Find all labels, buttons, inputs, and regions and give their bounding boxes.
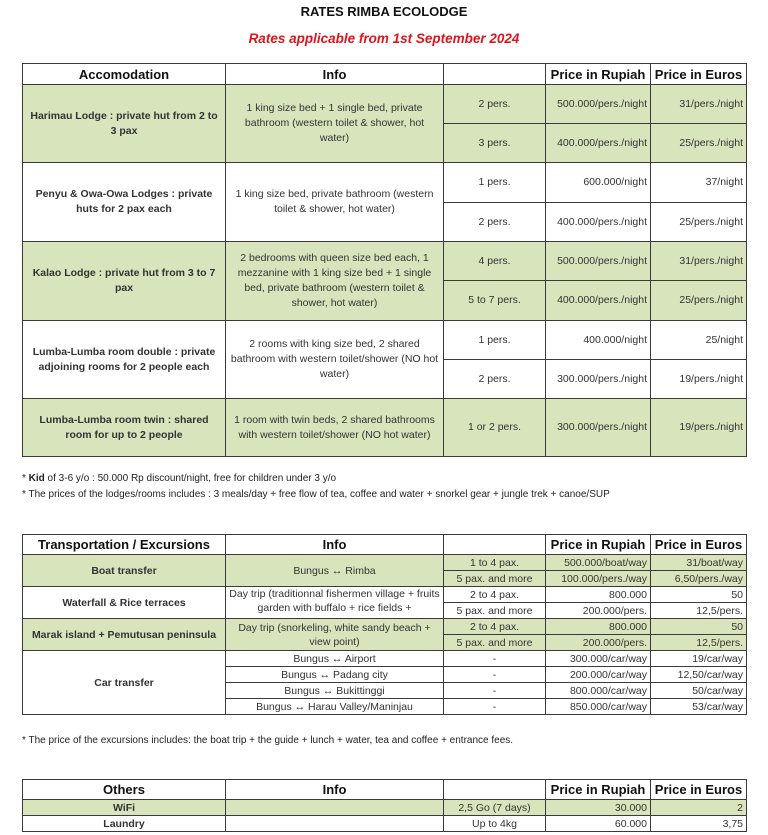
price-rupiah: 300.000/pers./night: [546, 360, 651, 399]
accommodation-notes: [22, 471, 610, 503]
table-row: [23, 321, 747, 360]
pax-cell: 5 to 7 pers.: [444, 281, 546, 321]
route-info: Bungus ↔ Airport: [226, 651, 444, 667]
price-rupiah: 500.000/pers./night: [546, 242, 651, 281]
price-euros: 31/pers./night: [651, 242, 747, 281]
price-rupiah: 800.000: [546, 587, 651, 603]
pax-cell: 2 pers.: [444, 203, 546, 242]
price-euros: 19/car/way: [651, 651, 747, 667]
price-euros: 50/car/way: [651, 683, 747, 699]
item-name: WiFi: [23, 800, 226, 816]
column-header: Price in Euros: [651, 535, 747, 555]
accommodation-name: Penyu & Owa-Owa Lodges : private huts for 2 pax each: [23, 163, 226, 242]
column-header: [444, 535, 546, 555]
pax-cell: 5 pax. and more: [444, 603, 546, 619]
pax-cell: -: [444, 699, 546, 715]
table-row: [23, 816, 747, 832]
pax-cell: -: [444, 667, 546, 683]
price-rupiah: 400.000/pers./night: [546, 203, 651, 242]
pax-cell: 2 to 4 pax.: [444, 587, 546, 603]
table-header-row: [23, 64, 747, 85]
price-euros: 19/pers./night: [651, 399, 747, 457]
item-info: [226, 800, 444, 816]
accommodation-name: Lumba-Lumba room double : private adjoining rooms for 2 people each: [23, 321, 226, 399]
price-rupiah: 200.000/pers.: [546, 603, 651, 619]
excursion-info: Bungus ↔ Rimba: [226, 555, 444, 587]
price-rupiah: 200.000/pers.: [546, 635, 651, 651]
price-rupiah: 300.000/pers./night: [546, 399, 651, 457]
route-info: Bungus ↔ Harau Valley/Maninjau: [226, 699, 444, 715]
accommodation-name: Lumba-Lumba room twin : shared room for up to 2 people: [23, 399, 226, 457]
column-header: Info: [226, 535, 444, 555]
table-row: [23, 800, 747, 816]
transportation-table: [22, 534, 747, 715]
price-euros: 25/pers./night: [651, 281, 747, 321]
column-header: Price in Rupiah: [546, 780, 651, 800]
item-name: Laundry: [23, 816, 226, 832]
price-rupiah: 30.000: [546, 800, 651, 816]
accommodation-info: 1 king size bed, private bathroom (western toilet & shower, hot water): [226, 163, 444, 242]
price-euros: 2: [651, 800, 747, 816]
pax-cell: 1 or 2 pers.: [444, 399, 546, 457]
column-header: Price in Rupiah: [546, 64, 651, 85]
table-row: [23, 399, 747, 457]
table-header-row: [23, 535, 747, 555]
column-header: [444, 780, 546, 800]
price-rupiah: 400.000/pers./night: [546, 281, 651, 321]
price-rupiah: 800.000/car/way: [546, 683, 651, 699]
price-euros: 53/car/way: [651, 699, 747, 715]
price-euros: 19/pers./night: [651, 360, 747, 399]
price-euros: 12,5/pers.: [651, 635, 747, 651]
price-rupiah: 200.000/car/way: [546, 667, 651, 683]
pax-cell: 1 pers.: [444, 321, 546, 360]
route-info: Bungus ↔ Padang city: [226, 667, 444, 683]
column-header: Others: [23, 780, 226, 800]
accommodation-name: Harimau Lodge : private hut from 2 to 3 pax: [23, 85, 226, 163]
table-row: [23, 242, 747, 281]
accommodation-info: 1 king size bed + 1 single bed, private bathroom (western toilet & shower, hot water): [226, 85, 444, 163]
item-info: [226, 816, 444, 832]
accommodation-info: 2 bedrooms with queen size bed each, 1 mezzanine with 1 king size bed + 1 single bed, private bathroom (western toilet & shower, hot water): [226, 242, 444, 321]
price-rupiah: 400.000/pers./night: [546, 124, 651, 163]
price-euros: 6,50/pers./way: [651, 571, 747, 587]
table-row: [23, 555, 747, 571]
price-euros: 12,50/car/way: [651, 667, 747, 683]
table-header-row: [23, 780, 747, 800]
accommodation-info: 2 rooms with king size bed, 2 shared bathroom with western toilet/shower (NO hot water): [226, 321, 444, 399]
table-row: [23, 651, 747, 667]
accommodation-info: 1 room with twin beds, 2 shared bathrooms with western toilet/shower (NO hot water): [226, 399, 444, 457]
accommodation-table: [22, 63, 747, 457]
price-euros: 25/pers./night: [651, 124, 747, 163]
price-euros: 25/pers./night: [651, 203, 747, 242]
price-euros: 50: [651, 619, 747, 635]
pax-cell: 4 pers.: [444, 242, 546, 281]
excursion-info: Day trip (snorkeling, white sandy beach + view point): [226, 619, 444, 651]
column-header: Accomodation: [23, 64, 226, 85]
pax-cell: 5 pax. and more: [444, 635, 546, 651]
price-rupiah: 600.000/night: [546, 163, 651, 203]
column-header: Price in Euros: [651, 64, 747, 85]
excursion-name: Car transfer: [23, 651, 226, 715]
price-rupiah: 500.000/boat/way: [546, 555, 651, 571]
pax-cell: 1 to 4 pax.: [444, 555, 546, 571]
price-rupiah: 850.000/car/way: [546, 699, 651, 715]
page-subtitle: Rates applicable from 1st September 2024: [248, 31, 520, 46]
price-rupiah: 800.000: [546, 619, 651, 635]
excursion-note: * The price of the excursions includes: the boat trip + the guide + lunch + water, tea and coffee + entrance fees.: [22, 735, 514, 746]
table-row: [23, 587, 747, 603]
pax-cell: -: [444, 651, 546, 667]
column-header: Price in Euros: [651, 780, 747, 800]
item-detail: Up to 4kg: [444, 816, 546, 832]
price-euros: 50: [651, 587, 747, 603]
pax-cell: 3 pers.: [444, 124, 546, 163]
accommodation-name: Kalao Lodge : private hut from 3 to 7 pax: [23, 242, 226, 321]
pax-cell: 2 pers.: [444, 360, 546, 399]
price-rupiah: 500.000/pers./night: [546, 85, 651, 124]
others-table: [22, 779, 747, 832]
pax-cell: 1 pers.: [444, 163, 546, 203]
item-detail: 2,5 Go (7 days): [444, 800, 546, 816]
column-header: Price in Rupiah: [546, 535, 651, 555]
route-info: Bungus ↔ Bukittinggi: [226, 683, 444, 699]
pax-cell: 5 pax. and more: [444, 571, 546, 587]
price-euros: 3,75: [651, 816, 747, 832]
price-euros: 37/night: [651, 163, 747, 203]
excursion-name: Boat transfer: [23, 555, 226, 587]
column-header: Info: [226, 64, 444, 85]
price-rupiah: 300.000/car/way: [546, 651, 651, 667]
price-rupiah: 60.000: [546, 816, 651, 832]
page-title: RATES RIMBA ECOLODGE: [300, 4, 468, 19]
price-euros: 25/night: [651, 321, 747, 360]
excursion-name: Waterfall & Rice terraces: [23, 587, 226, 619]
excursion-info: Day trip (traditionnal fishermen village + fruits garden with buffalo + rice fields +: [226, 587, 444, 619]
note-includes: * The prices of the lodges/rooms includes : 3 meals/day + free flow of tea, coffee and water + snorkel gear + jungle trek + canoe/SUP: [22, 489, 610, 500]
price-rupiah: 100.000/pers./way: [546, 571, 651, 587]
column-header: [444, 64, 546, 85]
pax-cell: 2 to 4 pax.: [444, 619, 546, 635]
excursion-name: Marak island + Pemutusan peninsula: [23, 619, 226, 651]
column-header: Info: [226, 780, 444, 800]
price-rupiah: 400.000/night: [546, 321, 651, 360]
price-euros: 12,5/pers.: [651, 603, 747, 619]
price-euros: 31/boat/way: [651, 555, 747, 571]
pax-cell: 2 pers.: [444, 85, 546, 124]
table-row: [23, 619, 747, 635]
table-row: [23, 85, 747, 124]
table-row: [23, 163, 747, 203]
note-kids: * Kid of 3-6 y/o : 50.000 Rp discount/night, free for children under 3 y/o: [22, 473, 337, 484]
pax-cell: -: [444, 683, 546, 699]
column-header: Transportation / Excursions: [23, 535, 226, 555]
price-euros: 31/pers./night: [651, 85, 747, 124]
